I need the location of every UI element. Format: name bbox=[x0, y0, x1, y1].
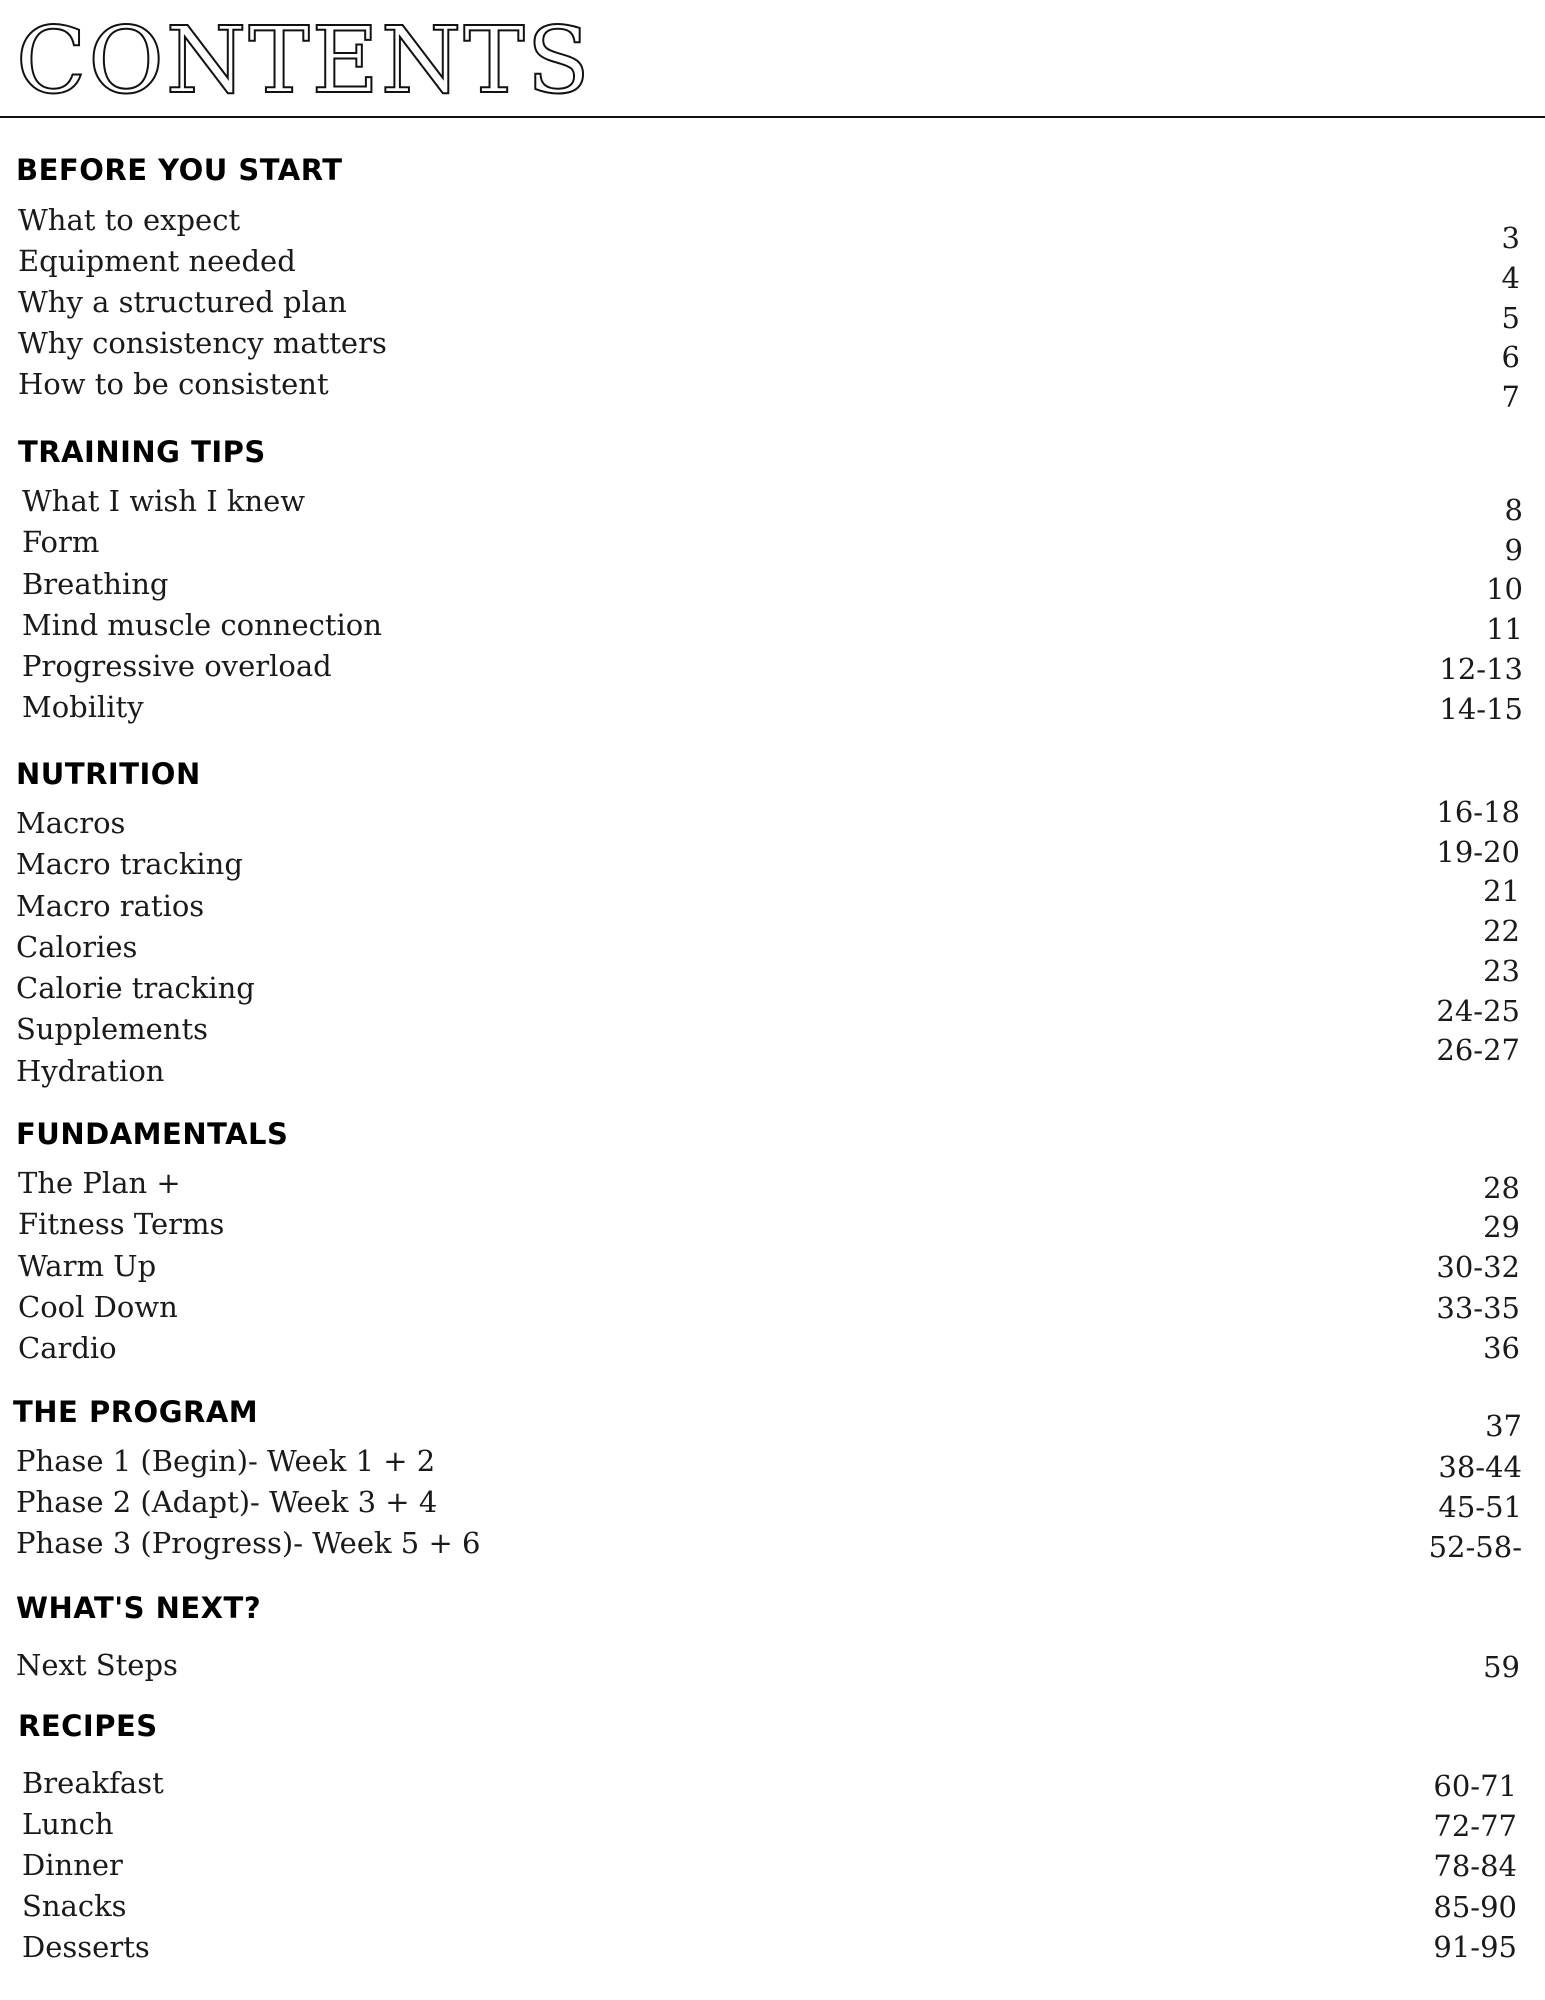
toc-item[interactable]: Why a structured plan bbox=[18, 285, 347, 319]
toc-page-number: 4 bbox=[1501, 261, 1520, 295]
toc-page-number: 9 bbox=[1504, 533, 1523, 567]
toc-item[interactable]: Cardio bbox=[18, 1331, 117, 1365]
toc-item[interactable]: Phase 2 (Adapt)- Week 3 + 4 bbox=[16, 1485, 438, 1519]
toc-page-number: 3 bbox=[1501, 221, 1520, 255]
toc-item[interactable]: Fitness Terms bbox=[18, 1207, 225, 1241]
toc-page-number: 19-20 bbox=[1436, 835, 1520, 869]
toc-item[interactable]: Snacks bbox=[22, 1889, 127, 1923]
toc-item[interactable]: Dinner bbox=[22, 1848, 123, 1882]
toc-page-number: 38-44 bbox=[1438, 1450, 1522, 1484]
toc-item[interactable]: What I wish I knew bbox=[22, 484, 306, 518]
toc-page-number: 23 bbox=[1483, 954, 1520, 988]
toc-item[interactable]: Why consistency matters bbox=[18, 326, 387, 360]
toc-item[interactable]: Next Steps bbox=[16, 1648, 178, 1682]
toc-page-number: 7 bbox=[1501, 380, 1520, 414]
toc-item[interactable]: Calories bbox=[16, 930, 138, 964]
toc-page-number: 33-35 bbox=[1436, 1291, 1520, 1325]
toc-page-number: 29 bbox=[1483, 1210, 1520, 1244]
toc-item[interactable]: Supplements bbox=[16, 1012, 208, 1046]
toc-item[interactable]: What to expect bbox=[18, 203, 241, 237]
section-heading-the-program: THE PROGRAM bbox=[13, 1395, 259, 1429]
toc-page-number: 12-13 bbox=[1439, 652, 1523, 686]
toc-page-number: 85-90 bbox=[1433, 1890, 1517, 1924]
toc-item[interactable]: Lunch bbox=[22, 1807, 114, 1841]
toc-page-number: 11 bbox=[1486, 612, 1523, 646]
toc-page-number: 26-27 bbox=[1436, 1033, 1520, 1067]
toc-item[interactable]: Hydration bbox=[16, 1054, 165, 1088]
toc-page-number: 59 bbox=[1483, 1650, 1520, 1684]
section-heading-before-you-start: BEFORE YOU START bbox=[16, 153, 343, 187]
toc-item[interactable]: Macros bbox=[16, 806, 126, 840]
toc-item[interactable]: Equipment needed bbox=[18, 244, 296, 278]
toc-page-number: 21 bbox=[1483, 874, 1520, 908]
toc-page-number: 16-18 bbox=[1436, 795, 1520, 829]
title-divider bbox=[0, 116, 1545, 118]
toc-item[interactable]: The Plan + bbox=[18, 1166, 181, 1200]
toc-page-number: 6 bbox=[1501, 340, 1520, 374]
toc-item[interactable]: Mind muscle connection bbox=[22, 608, 382, 642]
page-title: CONTENTS bbox=[16, 7, 592, 114]
section-heading-training-tips: TRAINING TIPS bbox=[18, 435, 266, 469]
toc-page-number: 78-84 bbox=[1433, 1849, 1517, 1883]
toc-page-number: 72-77 bbox=[1433, 1809, 1517, 1843]
section-heading-nutrition: NUTRITION bbox=[16, 757, 201, 791]
toc-page-number: 45-51 bbox=[1438, 1490, 1522, 1524]
section-heading-fundamentals: FUNDAMENTALS bbox=[16, 1117, 289, 1151]
toc-item[interactable]: Macro ratios bbox=[16, 889, 205, 923]
toc-page-number: 8 bbox=[1504, 493, 1523, 527]
toc-page-number: 5 bbox=[1501, 301, 1520, 335]
toc-page-number: 30-32 bbox=[1436, 1250, 1520, 1284]
toc-page-number: 22 bbox=[1483, 914, 1520, 948]
toc-item[interactable]: Breakfast bbox=[22, 1766, 164, 1800]
toc-item[interactable]: Calorie tracking bbox=[16, 971, 255, 1005]
toc-page-number: 14-15 bbox=[1439, 692, 1523, 726]
section-heading-whats-next: WHAT'S NEXT? bbox=[16, 1591, 262, 1625]
toc-page-number: 37 bbox=[1485, 1409, 1522, 1443]
toc-page-number: 24-25 bbox=[1436, 994, 1520, 1028]
toc-item[interactable]: Breathing bbox=[22, 567, 169, 601]
toc-item[interactable]: Macro tracking bbox=[16, 847, 243, 881]
toc-page-number: 36 bbox=[1483, 1331, 1520, 1365]
toc-item[interactable]: Warm Up bbox=[18, 1249, 157, 1283]
section-heading-recipes: RECIPES bbox=[18, 1709, 158, 1743]
toc-page-number: 91-95 bbox=[1433, 1930, 1517, 1964]
toc-page-number: 10 bbox=[1486, 572, 1523, 606]
toc-item[interactable]: Form bbox=[22, 525, 100, 559]
toc-item[interactable]: Progressive overload bbox=[22, 649, 332, 683]
toc-item[interactable]: Phase 3 (Progress)- Week 5 + 6 bbox=[16, 1526, 481, 1560]
toc-item[interactable]: Phase 1 (Begin)- Week 1 + 2 bbox=[16, 1444, 436, 1478]
toc-item[interactable]: Desserts bbox=[22, 1930, 150, 1964]
toc-item[interactable]: How to be consistent bbox=[18, 367, 329, 401]
toc-page-number: 52-58- bbox=[1428, 1530, 1522, 1564]
toc-item[interactable]: Cool Down bbox=[18, 1290, 178, 1324]
toc-page-number: 28 bbox=[1483, 1171, 1520, 1205]
toc-item[interactable]: Mobility bbox=[22, 690, 144, 724]
toc-page-number: 60-71 bbox=[1433, 1769, 1517, 1803]
